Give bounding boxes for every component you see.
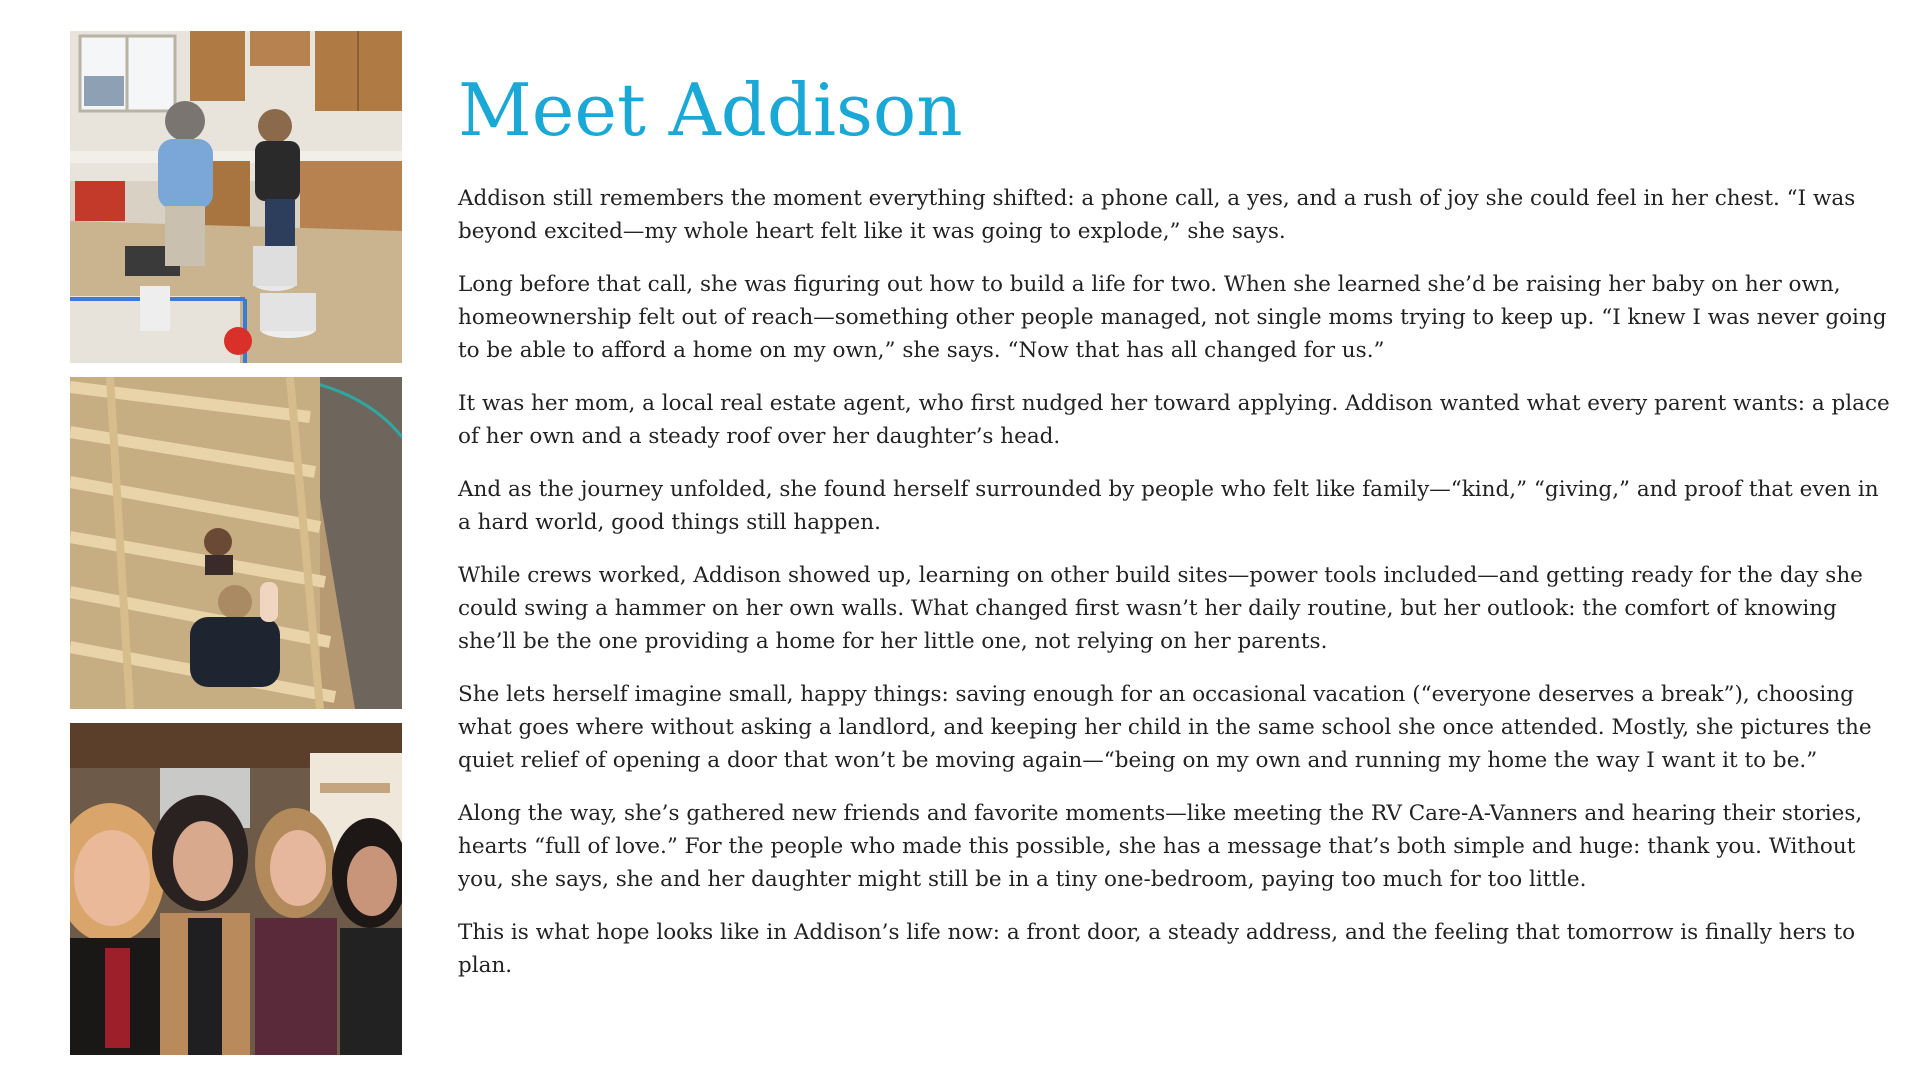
photo-roof-trusses [70,377,402,709]
paragraph-7: Along the way, she’s gathered new friends and favorite moments—like meeting the RV Care-A-Vanners and hearing their stories, hearts “full of love.” For the people who made this possible, she has a message that’s both simple and huge: thank you. Without you, she says, she and her daughter might still be in a tiny one-bedroom, paying too much for too little. [458,801,1863,892]
paragraph-1: Addison still remembers the moment everything shifted: a phone call, a yes, and a rush of joy she could feel in her chest. “I was beyond excited—my whole heart felt like it was going to explode,” she says. [458,186,1856,244]
paragraph-4: And as the journey unfolded, she found herself surrounded by people who felt like family—“kind,” “giving,” and proof that even in a hard world, good things still happen. [458,477,1879,535]
paragraph-5: While crews worked, Addison showed up, learning on other build sites—power tools included—and getting ready for the day she could swing a hammer on her own walls. What changed first wasn’t her daily routine, but her outlook: the comfort of knowing she’ll be the one providing a home for her little one, not relying on her parents. [458,563,1863,654]
paragraph-8: This is what hope looks like in Addison’s life now: a front door, a steady address, and the feeling that tomorrow is finally hers to plan. [458,920,1856,978]
photo-group-selfie [70,723,402,1055]
paragraph-3: It was her mom, a local real estate agent, who first nudged her toward applying. Addison wanted what every parent wants: a place of her own and a steady roof over her daughter’s head. [458,391,1890,449]
paragraph-2: Long before that call, she was figuring out how to build a life for two. When she learned she’d be raising her baby on her own, homeownership felt out of reach—something other people managed, not single moms trying to keep up. “I knew I was never going to be able to afford a home on my own,” she says. “Now that has all changed for us.” [458,272,1887,363]
page-title: Meet Addison [458,68,963,152]
photo-kitchen-construction [70,31,402,363]
paragraph-6: She lets herself imagine small, happy things: saving enough for an occasional vacation (“everyone deserves a break”), choosing what goes where without asking a landlord, and keeping her child in the same school she once attended. Mostly, she pictures the quiet relief of opening a door that won’t be moving again—“being on my own and running my home the way I want it to be.” [458,682,1872,773]
article [458,62,1898,1002]
